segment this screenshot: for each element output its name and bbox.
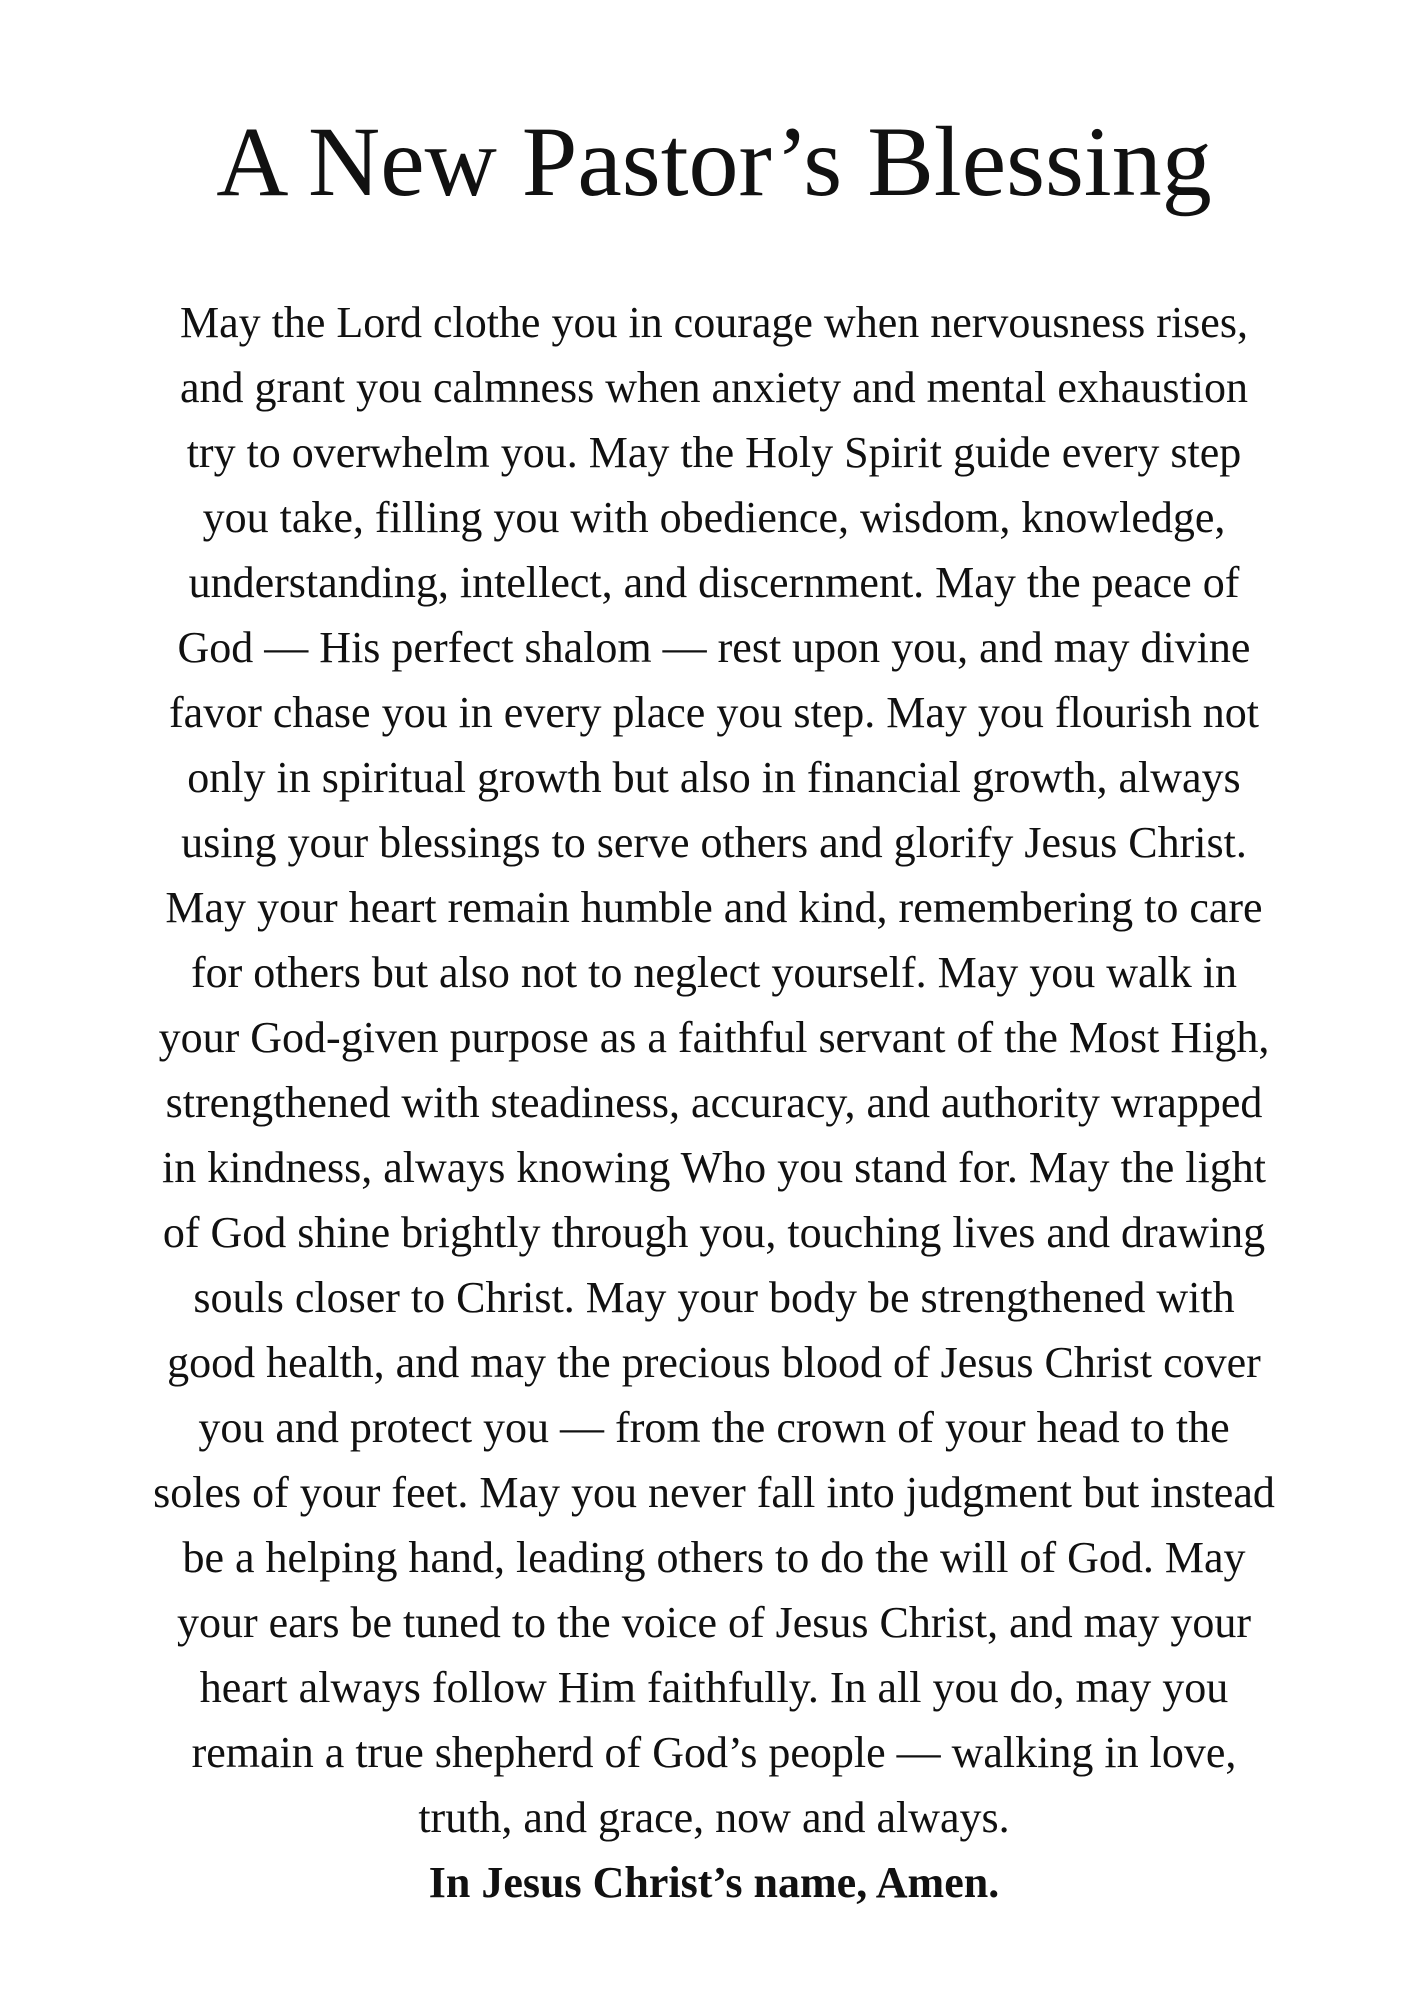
text-line: you and protect you — from the crown of your head to the [198,1403,1230,1452]
text-line: truth, and grace, now and always. [418,1793,1010,1842]
text-line: your God-given purpose as a faithful servant of the Most High, [158,1013,1270,1062]
text-line: for others but also not to neglect yourself. May you walk in [190,948,1237,997]
text-line: strengthened with steadiness, accuracy, and authority wrapped [165,1078,1263,1127]
page-title: A New Pastor’s Blessing [216,106,1212,217]
text-line: of God shine brightly through you, touching lives and drawing [162,1208,1266,1257]
text-line: try to overwhelm you. May the Holy Spirit guide every step [186,428,1242,477]
text-line: in kindness, always knowing Who you stand for. May the light [162,1143,1266,1192]
text-line: heart always follow Him faithfully. In all you do, may you [199,1663,1229,1712]
text-line: souls closer to Christ. May your body be strengthened with [193,1273,1235,1322]
text-line: good health, and may the precious blood of Jesus Christ cover [167,1338,1261,1387]
text-line: your ears be tuned to the voice of Jesus Christ, and may your [176,1598,1252,1647]
text-line: May your heart remain humble and kind, remembering to care [165,883,1263,932]
text-line: you take, filling you with obedience, wisdom, knowledge, [202,493,1226,542]
text-line: soles of your feet. May you never fall into judgment but instead [153,1468,1275,1517]
text-line: favor chase you in every place you step. May you flourish not [169,688,1259,737]
text-line: May the Lord clothe you in courage when nervousness rises, [180,298,1248,347]
text-line: using your blessings to serve others and glorify Jesus Christ. [181,818,1247,867]
text-line: understanding, intellect, and discernment. May the peace of [188,558,1240,607]
text-line: be a helping hand, leading others to do the will of God. May [182,1533,1246,1582]
text-line: God — His perfect shalom — rest upon you, and may divine [177,623,1251,672]
text-line: and grant you calmness when anxiety and mental exhaustion [180,363,1248,412]
blessing-text [70,290,1358,1915]
text-line: only in spiritual growth but also in financial growth, always [187,753,1241,802]
closing-line: In Jesus Christ’s name, Amen. [428,1858,1000,1907]
text-line: remain a true shepherd of God’s people — walking in love, [191,1728,1237,1777]
